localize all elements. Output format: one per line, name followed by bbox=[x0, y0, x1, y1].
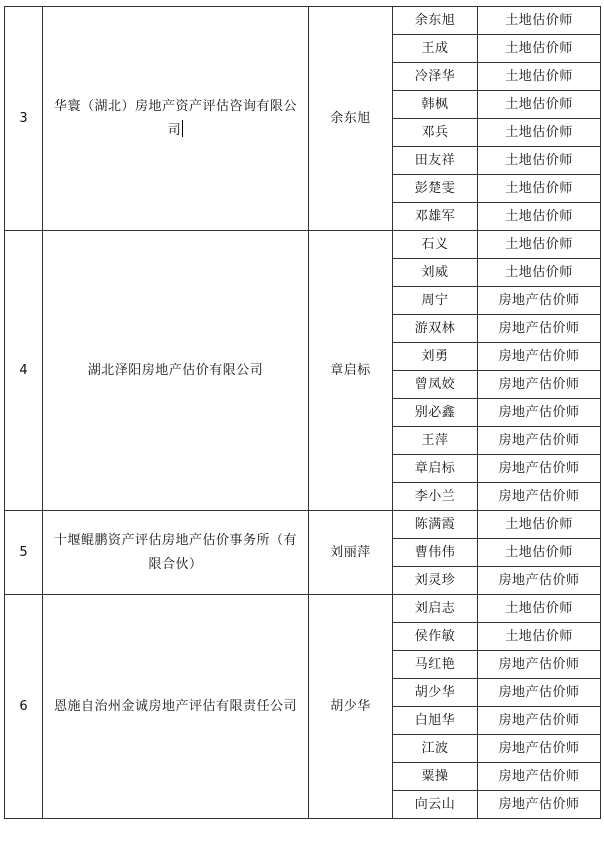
table-row bbox=[5, 231, 601, 259]
appraiser-name: 别必鑫 bbox=[393, 399, 478, 427]
appraiser-name: 韩枫 bbox=[393, 91, 478, 119]
appraiser-title: 土地估价师 bbox=[478, 119, 601, 147]
appraiser-table bbox=[4, 6, 601, 819]
appraiser-name: 向云山 bbox=[393, 791, 478, 819]
appraiser-name: 刘勇 bbox=[393, 343, 478, 371]
appraiser-name: 游双林 bbox=[393, 315, 478, 343]
text-cursor bbox=[182, 120, 183, 137]
legal-representative: 刘丽萍 bbox=[309, 511, 393, 595]
appraiser-name: 陈满霞 bbox=[393, 511, 478, 539]
appraiser-name: 章启标 bbox=[393, 455, 478, 483]
appraiser-title: 房地产估价师 bbox=[478, 315, 601, 343]
appraiser-title: 房地产估价师 bbox=[478, 287, 601, 315]
appraiser-title: 土地估价师 bbox=[478, 539, 601, 567]
appraiser-name: 粟操 bbox=[393, 763, 478, 791]
appraiser-name: 邓雄军 bbox=[393, 203, 478, 231]
company-name: 华寰（湖北）房地产资产评估咨询有限公司 bbox=[53, 98, 297, 138]
appraiser-title: 土地估价师 bbox=[478, 175, 601, 203]
appraiser-title: 房地产估价师 bbox=[478, 483, 601, 511]
legal-representative: 余东旭 bbox=[309, 7, 393, 231]
appraiser-name: 侯作敏 bbox=[393, 623, 478, 651]
appraiser-title: 土地估价师 bbox=[478, 147, 601, 175]
appraiser-title: 房地产估价师 bbox=[478, 455, 601, 483]
appraiser-name: 邓兵 bbox=[393, 119, 478, 147]
appraiser-title: 房地产估价师 bbox=[478, 427, 601, 455]
appraiser-title: 房地产估价师 bbox=[478, 567, 601, 595]
appraiser-name: 王成 bbox=[393, 35, 478, 63]
appraiser-title: 房地产估价师 bbox=[478, 791, 601, 819]
appraiser-name: 冷泽华 bbox=[393, 63, 478, 91]
appraiser-name: 马红艳 bbox=[393, 651, 478, 679]
appraiser-name: 曾凤姣 bbox=[393, 371, 478, 399]
appraiser-name: 王萍 bbox=[393, 427, 478, 455]
appraiser-title: 房地产估价师 bbox=[478, 763, 601, 791]
row-number: 6 bbox=[5, 595, 43, 819]
appraiser-title: 房地产估价师 bbox=[478, 707, 601, 735]
company-name-cell bbox=[43, 595, 309, 819]
appraiser-name: 刘启志 bbox=[393, 595, 478, 623]
appraiser-title: 土地估价师 bbox=[478, 63, 601, 91]
appraiser-title: 土地估价师 bbox=[478, 7, 601, 35]
legal-representative: 章启标 bbox=[309, 231, 393, 511]
row-number: 4 bbox=[5, 231, 43, 511]
appraiser-name: 周宁 bbox=[393, 287, 478, 315]
table-body bbox=[5, 7, 601, 819]
appraiser-title: 土地估价师 bbox=[478, 91, 601, 119]
appraiser-title: 土地估价师 bbox=[478, 259, 601, 287]
company-name-cell bbox=[43, 231, 309, 511]
appraiser-title: 房地产估价师 bbox=[478, 735, 601, 763]
company-name-cell bbox=[43, 7, 309, 231]
appraiser-title: 房地产估价师 bbox=[478, 371, 601, 399]
appraiser-name: 胡少华 bbox=[393, 679, 478, 707]
appraiser-name: 余东旭 bbox=[393, 7, 478, 35]
appraiser-title: 土地估价师 bbox=[478, 595, 601, 623]
row-number: 5 bbox=[5, 511, 43, 595]
appraiser-title: 房地产估价师 bbox=[478, 399, 601, 427]
appraiser-name: 江波 bbox=[393, 735, 478, 763]
appraiser-title: 土地估价师 bbox=[478, 203, 601, 231]
appraiser-title: 土地估价师 bbox=[478, 35, 601, 63]
appraiser-name: 刘灵珍 bbox=[393, 567, 478, 595]
company-name-cell bbox=[43, 511, 309, 595]
appraiser-title: 房地产估价师 bbox=[478, 679, 601, 707]
table-row bbox=[5, 7, 601, 35]
company-name: 十堰鲲鹏资产评估房地产估价事务所（有限合伙） bbox=[53, 532, 297, 572]
row-number: 3 bbox=[5, 7, 43, 231]
company-name: 恩施自治州金诚房地产评估有限责任公司 bbox=[53, 698, 297, 714]
appraiser-name: 石义 bbox=[393, 231, 478, 259]
appraiser-name: 曹伟伟 bbox=[393, 539, 478, 567]
appraiser-title: 土地估价师 bbox=[478, 231, 601, 259]
appraiser-title: 土地估价师 bbox=[478, 511, 601, 539]
appraiser-name: 李小兰 bbox=[393, 483, 478, 511]
appraiser-name: 彭楚雯 bbox=[393, 175, 478, 203]
appraiser-title: 土地估价师 bbox=[478, 623, 601, 651]
appraiser-name: 刘威 bbox=[393, 259, 478, 287]
table-row bbox=[5, 511, 601, 539]
appraiser-name: 田友祥 bbox=[393, 147, 478, 175]
company-name: 湖北泽阳房地产估价有限公司 bbox=[87, 362, 264, 378]
appraiser-name: 白旭华 bbox=[393, 707, 478, 735]
appraiser-title: 房地产估价师 bbox=[478, 651, 601, 679]
legal-representative: 胡少华 bbox=[309, 595, 393, 819]
appraiser-title: 房地产估价师 bbox=[478, 343, 601, 371]
table-row bbox=[5, 595, 601, 623]
